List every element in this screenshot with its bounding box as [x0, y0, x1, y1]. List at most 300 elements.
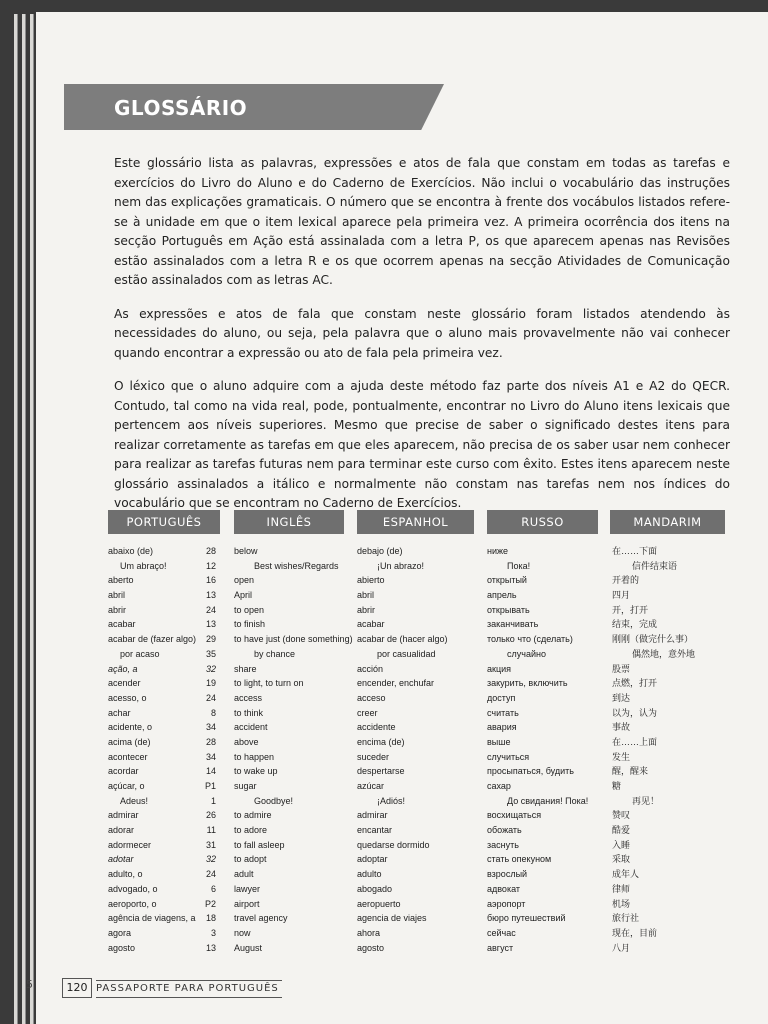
entry-unit: 34	[205, 722, 216, 733]
column-header-ingles	[234, 510, 344, 534]
entry-term: 四月	[612, 590, 631, 601]
entry-term: считать	[487, 707, 519, 718]
entry-term: бюро путешествий	[487, 913, 566, 924]
entry-term: 入睡	[612, 839, 631, 850]
entry-term: to fall asleep	[234, 839, 285, 850]
glossary-entry	[234, 882, 352, 897]
entry-term: 在……下面	[612, 546, 658, 556]
entry-term: airport	[234, 898, 260, 909]
entry-unit: 24	[205, 604, 216, 615]
glossary-entry	[234, 764, 352, 779]
column-header-mandarim	[610, 510, 725, 534]
entry-unit: 12	[205, 560, 216, 571]
entry-term: 开着的	[612, 575, 640, 586]
entry-term: to admire	[234, 810, 272, 821]
entry-term: below	[234, 546, 258, 556]
entry-term: encima (de)	[357, 736, 405, 747]
glossary-entry	[357, 750, 481, 765]
entry-unit: 28	[205, 546, 216, 556]
entry-term: by chance	[254, 648, 296, 659]
glossary-entry	[612, 544, 730, 559]
entry-term: 刚刚（做完什么事）	[612, 634, 694, 645]
page-edge	[14, 14, 18, 1024]
entry-term: por acaso	[120, 648, 160, 659]
entry-term: agência de viagens, a	[108, 913, 196, 924]
entry-term: авария	[487, 722, 517, 733]
entry-term: закурить, включить	[487, 678, 568, 689]
glossary-entry	[234, 676, 352, 691]
espanhol-list	[357, 544, 481, 955]
glossary-entry	[487, 662, 605, 677]
entry-term: creer	[357, 707, 378, 718]
entry-term: acceso	[357, 692, 386, 703]
glossary-entry	[487, 764, 605, 779]
entry-term: agora	[108, 927, 132, 938]
entry-unit: 8	[210, 707, 216, 718]
glossary-entry	[612, 823, 730, 838]
entry-term: admirar	[108, 810, 139, 821]
glossary-entry	[357, 632, 481, 647]
entry-term: просыпаться, будить	[487, 766, 574, 777]
entry-term: До свидания! Пока!	[507, 795, 589, 806]
entry-unit: 34	[205, 751, 216, 762]
portugues-list	[108, 544, 216, 955]
entry-term: agosto	[108, 942, 136, 953]
entry-term: 以为，认为	[612, 707, 658, 718]
entry-term: adormecer	[108, 839, 152, 850]
glossary-entry	[108, 559, 216, 574]
glossary-entry	[108, 735, 216, 750]
glossary-entry	[108, 867, 216, 882]
mandarim-list	[612, 544, 730, 955]
glossary-entry	[612, 617, 730, 632]
glossary-entry	[357, 735, 481, 750]
entry-unit: 13	[205, 590, 216, 601]
entry-term: adult	[234, 869, 254, 880]
entry-term: to think	[234, 707, 264, 718]
entry-unit: 31	[205, 839, 216, 850]
glossary-entry	[108, 823, 216, 838]
entry-term: abaixo (de)	[108, 546, 154, 556]
entry-term: 酷爱	[612, 825, 631, 836]
glossary-entry	[234, 559, 352, 574]
entry-unit: 18	[205, 913, 216, 924]
entry-term: 赞叹	[612, 810, 631, 821]
glossary-entry	[357, 808, 481, 823]
entry-term: 偶然地，意外地	[632, 648, 696, 659]
entry-term: abril	[108, 590, 126, 601]
column-header-espanhol	[357, 510, 474, 534]
entry-term: to adopt	[234, 854, 267, 865]
glossary-entry	[612, 691, 730, 706]
entry-term: ниже	[487, 546, 509, 556]
entry-term: acabar	[357, 619, 385, 630]
glossary-entry	[487, 617, 605, 632]
entry-term: acabar de (fazer algo)	[108, 634, 197, 645]
entry-unit: 28	[205, 736, 216, 747]
entry-term: aeropuerto	[357, 898, 401, 909]
glossary-entry	[612, 867, 730, 882]
entry-term: April	[234, 590, 253, 601]
glossary-entry	[487, 720, 605, 735]
entry-term: acontecer	[108, 751, 148, 762]
entry-term: апрель	[487, 590, 517, 601]
intro-paragraph: O léxico que o aluno adquire com a ajuda deste método faz parte dos níveis A1 e A2 do QECR. Contudo, tal como na vida real, pode, pontualmente, encontrar no Livro do Aluno itens lexicais que pertencem aos níveis superiores. Mesmo que precise de saber o significado destes itens para realizar corretamente as tarefas em que eles aparecem, não precisa de os saber usar nem conhecer para realizar as tarefas futuras nem para terminar este curso com êxito. Estes itens aparecem neste glossário assinalados a itálico e normalmente não constam nas tarefas nem nos índices do vocabulário que se encontram no Caderno de Exercícios.	[114, 379, 730, 510]
glossary-entry	[357, 573, 481, 588]
entry-term: agencia de viajes	[357, 913, 427, 924]
glossary-entry	[108, 588, 216, 603]
entry-term: now	[234, 927, 251, 938]
glossary-entry	[612, 764, 730, 779]
glossary-entry	[234, 691, 352, 706]
entry-term: акция	[487, 663, 511, 674]
glossary-entry	[234, 588, 352, 603]
column-header-label: RUSSO	[487, 510, 598, 534]
entry-term: share	[234, 663, 257, 674]
glossary-entry	[108, 691, 216, 706]
glossary-entry	[108, 676, 216, 691]
column-header-russo	[487, 510, 598, 534]
entry-term: 现在，目前	[612, 927, 658, 938]
entry-term: adulto	[357, 869, 382, 880]
glossary-entry	[487, 676, 605, 691]
glossary-entry	[108, 808, 216, 823]
glossary-entry	[234, 647, 352, 662]
entry-term: заснуть	[487, 839, 519, 850]
entry-term: accidente	[357, 722, 396, 733]
glossary-entry	[108, 794, 216, 809]
entry-term: acima (de)	[108, 736, 151, 747]
entry-term: abogado	[357, 883, 393, 894]
glossary-entry	[234, 911, 352, 926]
glossary-entry	[108, 720, 216, 735]
glossary-entry	[612, 794, 730, 809]
entry-term: 八月	[612, 942, 631, 953]
glossary-entry	[612, 588, 730, 603]
entry-unit: 26	[205, 810, 216, 821]
glossary-entry	[612, 911, 730, 926]
entry-term: 信件结束语	[632, 560, 678, 571]
entry-term: доступ	[487, 692, 516, 703]
glossary-entry	[357, 676, 481, 691]
entry-term: azúcar	[357, 781, 385, 791]
intro-paragraph: As expressões e atos de fala que constam neste glossário foram listados atendendo às necessidades do aluno, ou seja, pela palavra que o aluno mais provavelmente não vai conhecer quando encontrar a expressão ou ato de fala pela primeira vez.	[114, 306, 730, 360]
entry-term: advogado, o	[108, 883, 158, 894]
entry-term: стать опекуном	[487, 854, 552, 865]
glossary-entry	[234, 926, 352, 941]
glossary-entry	[487, 750, 605, 765]
glossary-entry	[357, 926, 481, 941]
entry-term: заканчивать	[487, 619, 539, 630]
glossary-entry	[357, 941, 481, 956]
entry-term: adulto, o	[108, 869, 143, 880]
entry-term: adotar	[108, 854, 134, 865]
glossary-entry	[357, 897, 481, 912]
ingles-list	[234, 544, 352, 955]
glossary-entry	[612, 882, 730, 897]
entry-term: ¡Adiós!	[377, 795, 406, 806]
glossary-entry	[487, 838, 605, 853]
glossary-entry	[612, 603, 730, 618]
entry-term: acender	[108, 678, 141, 689]
entry-unit: 29	[205, 634, 216, 645]
entry-term: travel agency	[234, 913, 288, 924]
glossary-entry	[487, 559, 605, 574]
entry-unit: 13	[205, 942, 216, 953]
entry-term: адвокат	[487, 883, 521, 894]
entry-term: 采取	[612, 854, 631, 865]
glossary-entry	[108, 573, 216, 588]
entry-term: 在……上面	[612, 736, 658, 747]
glossary-entry	[357, 603, 481, 618]
entry-unit: 3	[210, 927, 216, 938]
glossary-entry	[108, 750, 216, 765]
glossary-entry	[357, 544, 481, 559]
glossary-entry	[487, 632, 605, 647]
page-edge	[30, 14, 34, 1024]
glossary-entry	[357, 794, 481, 809]
entry-term: восхищаться	[487, 810, 542, 821]
glossary-entry	[108, 544, 216, 559]
glossary-entry	[357, 588, 481, 603]
entry-term: 事故	[612, 722, 631, 733]
column-header-label: INGLÊS	[234, 510, 344, 534]
entry-term: August	[234, 942, 263, 953]
glossary-entry	[357, 779, 481, 794]
glossary-entry	[357, 647, 481, 662]
entry-term: сейчас	[487, 927, 516, 938]
entry-term: adoptar	[357, 854, 388, 865]
entry-term: 成年人	[612, 869, 640, 880]
glossary-entry	[234, 808, 352, 823]
entry-term: Пока!	[507, 560, 531, 571]
entry-term: abrir	[108, 604, 127, 615]
glossary-entry	[234, 867, 352, 882]
glossary-entry	[612, 926, 730, 941]
entry-term: acabar de (hacer algo)	[357, 634, 448, 645]
glossary-entry	[612, 676, 730, 691]
entry-term: 点燃，打开	[612, 678, 658, 689]
glossary-entry	[108, 911, 216, 926]
entry-term: взрослый	[487, 869, 528, 880]
page-title: GLOSSÁRIO	[114, 96, 248, 120]
entry-term: 醒，醒来	[612, 766, 649, 777]
intro-text	[114, 154, 730, 528]
glossary-entry	[234, 823, 352, 838]
entry-term: above	[234, 736, 259, 747]
glossary-entry	[234, 603, 352, 618]
glossary-entry	[487, 941, 605, 956]
entry-term: access	[234, 692, 263, 703]
glossary-entry	[108, 617, 216, 632]
entry-term: обожать	[487, 825, 522, 836]
margin-mark: 5	[26, 978, 33, 991]
entry-unit: P2	[204, 898, 216, 909]
entry-unit: 32	[205, 854, 216, 865]
glossary-entry	[487, 544, 605, 559]
glossary-entry	[612, 779, 730, 794]
glossary-entry	[612, 647, 730, 662]
glossary-entry	[108, 764, 216, 779]
entry-term: 开，打开	[612, 604, 649, 615]
entry-unit: 19	[205, 678, 216, 689]
glossary-entry	[234, 706, 352, 721]
entry-term: suceder	[357, 751, 390, 762]
glossary-entry	[612, 559, 730, 574]
entry-term: to have just (done something)	[234, 634, 353, 645]
glossary-entry	[612, 941, 730, 956]
entry-unit: 6	[210, 883, 216, 894]
glossary-entry	[357, 617, 481, 632]
glossary-entry	[108, 926, 216, 941]
glossary-entry	[108, 941, 216, 956]
glossary-entry	[357, 764, 481, 779]
entry-term: Goodbye!	[254, 795, 294, 806]
entry-unit: 24	[205, 692, 216, 703]
entry-term: sugar	[234, 781, 257, 791]
glossary-entry	[234, 779, 352, 794]
entry-term: 旅行社	[612, 913, 640, 924]
entry-term: adorar	[108, 825, 135, 836]
entry-unit: 35	[205, 648, 216, 659]
glossary-entry	[234, 941, 352, 956]
entry-term: acesso, o	[108, 692, 147, 703]
entry-term: 再见！	[632, 795, 660, 806]
glossary-entry	[234, 662, 352, 677]
glossary-entry	[487, 823, 605, 838]
glossary-entry	[108, 838, 216, 853]
entry-term: por casualidad	[377, 648, 436, 659]
glossary-entry	[108, 662, 216, 677]
entry-unit: P1	[204, 781, 216, 791]
glossary-entry	[612, 632, 730, 647]
glossary-entry	[234, 897, 352, 912]
entry-term: abrir	[357, 604, 376, 615]
entry-term: aeroporto, o	[108, 898, 157, 909]
entry-term: 股票	[612, 663, 631, 674]
entry-unit: 32	[205, 663, 216, 674]
glossary-entry	[357, 823, 481, 838]
entry-term: только что (сделать)	[487, 634, 573, 645]
entry-term: to light, to turn on	[234, 678, 304, 689]
glossary-entry	[108, 603, 216, 618]
entry-term: quedarse dormido	[357, 839, 430, 850]
glossary-entry	[108, 632, 216, 647]
entry-term: agosto	[357, 942, 385, 953]
glossary-entry	[487, 588, 605, 603]
entry-term: encantar	[357, 825, 393, 836]
entry-term: ¡Un abrazo!	[377, 560, 425, 571]
glossary-entry	[487, 603, 605, 618]
entry-term: Adeus!	[120, 795, 149, 806]
glossary-entry	[612, 706, 730, 721]
glossary-entry	[234, 794, 352, 809]
entry-term: 机场	[612, 898, 631, 909]
column-header-label: PORTUGUÊS	[108, 510, 220, 534]
glossary-entry	[487, 691, 605, 706]
entry-unit: 11	[206, 825, 216, 836]
entry-unit: 14	[205, 766, 216, 777]
entry-unit: 1	[210, 795, 216, 806]
glossary-entry	[612, 852, 730, 867]
column-header-label: ESPANHOL	[357, 510, 474, 534]
glossary-entry	[487, 808, 605, 823]
entry-unit: 13	[205, 619, 216, 630]
entry-term: открытый	[487, 575, 527, 586]
entry-term: encender, enchufar	[357, 678, 435, 689]
entry-term: Um abraço!	[120, 560, 167, 571]
entry-term: acabar	[108, 619, 136, 630]
entry-term: аэропорт	[487, 898, 526, 909]
glossary-entry	[612, 897, 730, 912]
entry-term: август	[487, 942, 514, 953]
glossary-entry	[487, 706, 605, 721]
entry-term: to open	[234, 604, 265, 615]
glossary-entry	[234, 750, 352, 765]
entry-term: ahora	[357, 927, 381, 938]
entry-term: lawyer	[234, 883, 261, 894]
russo-list	[487, 544, 605, 955]
glossary-entry	[357, 691, 481, 706]
entry-term: accident	[234, 722, 268, 733]
entry-term: acidente, o	[108, 722, 153, 733]
glossary-entry	[357, 662, 481, 677]
entry-term: выше	[487, 736, 511, 747]
entry-term: admirar	[357, 810, 388, 821]
page-edge	[22, 14, 26, 1024]
intro-paragraph: Este glossário lista as palavras, expressões e atos de fala que constam em todas as tarefas e exercícios do Livro do Aluno e do Caderno de Exercícios. Não inclui o vocabulário das instruções nem das explicações gramaticais. O número que se encontra à frente dos vocábulos listados refere-se à unidade em que o item lexical aparece pela primeira vez. A primeira ocorrência dos itens na secção Português em Ação está assinalada com a letra P, os que aparecem apenas nas Revisões estão assinalados com a letra R e os que ocorrem apenas na secção Atividades de Comunicação estão assinalados com as letras AC.	[114, 156, 730, 287]
entry-term: despertarse	[357, 766, 405, 777]
glossary-entry	[487, 735, 605, 750]
glossary-entry	[612, 838, 730, 853]
glossary-entry	[612, 735, 730, 750]
glossary-entry	[487, 794, 605, 809]
entry-term: abierto	[357, 575, 385, 586]
entry-term: abril	[357, 590, 375, 601]
glossary-entry	[612, 662, 730, 677]
glossary-entry	[357, 882, 481, 897]
entry-term: to finish	[234, 619, 266, 630]
glossary-entry	[487, 852, 605, 867]
glossary-entry	[108, 706, 216, 721]
glossary-entry	[612, 750, 730, 765]
glossary-entry	[357, 720, 481, 735]
glossary-entry	[487, 882, 605, 897]
glossary-entry	[612, 808, 730, 823]
entry-term: ação, a	[108, 663, 138, 674]
glossary-entry	[234, 852, 352, 867]
entry-term: 律师	[612, 883, 631, 894]
glossary-entry	[234, 735, 352, 750]
entry-term: achar	[108, 707, 131, 718]
glossary-entry	[234, 632, 352, 647]
glossary-entry	[487, 926, 605, 941]
glossary-entry	[357, 838, 481, 853]
entry-unit: 24	[205, 869, 216, 880]
entry-term: open	[234, 575, 255, 586]
column-header-label: MANDARIM	[610, 510, 725, 534]
glossary-entry	[487, 573, 605, 588]
glossary-entry	[487, 867, 605, 882]
entry-term: случиться	[487, 751, 530, 762]
glossary-entry	[357, 706, 481, 721]
glossary-entry	[357, 559, 481, 574]
entry-term: to adore	[234, 825, 268, 836]
entry-term: to wake up	[234, 766, 278, 777]
entry-term: acción	[357, 663, 384, 674]
entry-term: 结束，完成	[612, 619, 658, 630]
entry-term: 发生	[612, 751, 631, 762]
